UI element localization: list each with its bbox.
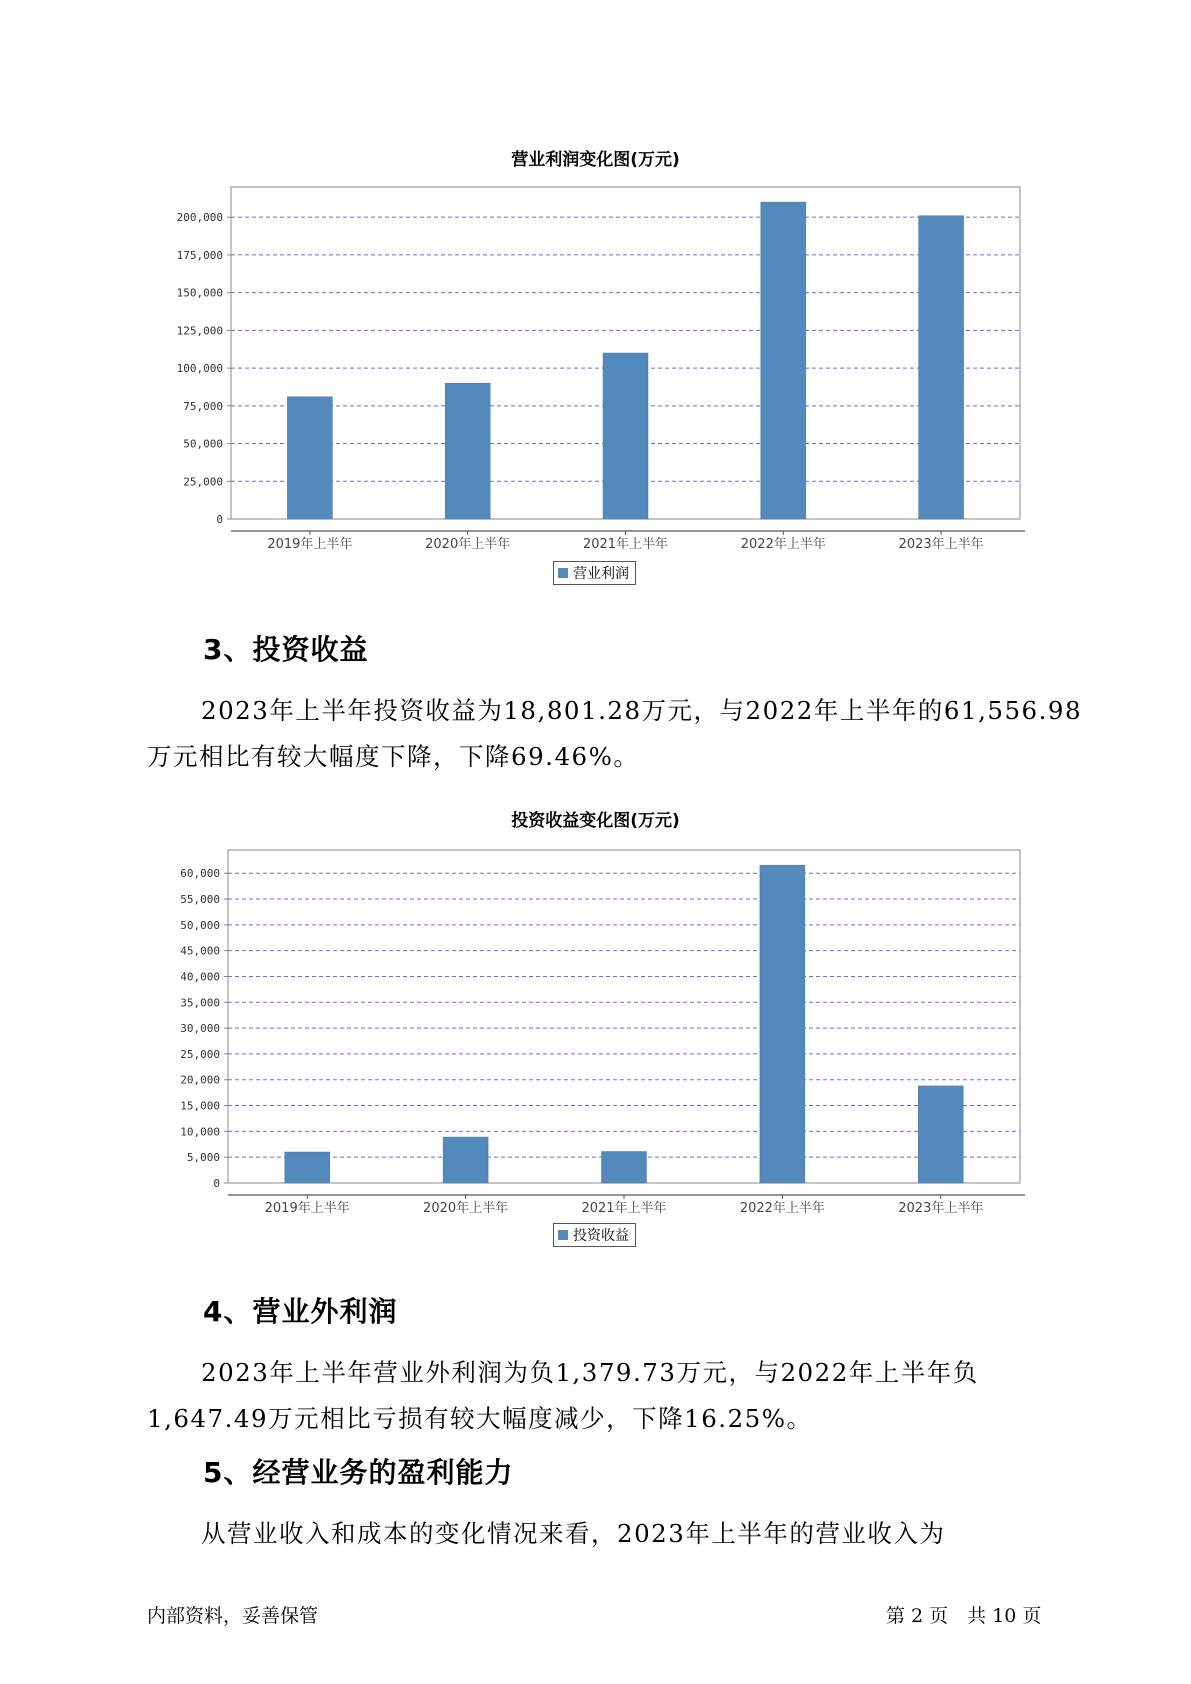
- x-tick-label: 2021年上半年: [581, 1201, 667, 1216]
- bar: [603, 353, 648, 519]
- y-tick-label: 15,000: [180, 1099, 220, 1113]
- legend-swatch: [558, 1230, 568, 1240]
- chart-title-investment-income: 投资收益变化图(万元): [511, 811, 680, 831]
- bar: [445, 383, 490, 519]
- paragraph-non-operating-line1: 2023年上半年营业外利润为负1,379.73万元，与2022年上半年负: [201, 1358, 979, 1387]
- x-tick-label: 2020年上半年: [423, 1201, 509, 1216]
- plot-frame: [228, 850, 1020, 1183]
- x-tick-label: 2023年上半年: [898, 537, 984, 552]
- paragraph-profitability-line1: 从营业收入和成本的变化情况来看，2023年上半年的营业收入为: [201, 1519, 946, 1548]
- y-tick-label: 150,000: [176, 286, 223, 300]
- heading-profitability: 5、经营业务的盈利能力: [203, 1456, 514, 1489]
- y-tick-label: 5,000: [186, 1151, 220, 1165]
- x-tick-label: 2023年上半年: [898, 1201, 984, 1216]
- bar: [602, 1152, 647, 1183]
- chart-operating-profit: [0, 160, 1191, 580]
- bar: [287, 397, 332, 519]
- heading-investment-income: 3、投资收益: [203, 633, 369, 666]
- y-tick-label: 75,000: [183, 399, 223, 413]
- y-tick-label: 125,000: [176, 324, 223, 338]
- y-tick-label: 100,000: [176, 362, 223, 376]
- x-tick-label: 2019年上半年: [264, 1201, 350, 1216]
- y-tick-label: 200,000: [176, 211, 223, 225]
- bar: [760, 865, 805, 1183]
- footer-confidential: 内部资料，妥善保管: [147, 1605, 319, 1627]
- legend-label: 投资收益: [573, 1228, 629, 1244]
- legend-label: 营业利润: [573, 566, 629, 582]
- chart-title-operating-profit: 营业利润变化图(万元): [511, 150, 680, 170]
- y-tick-label: 10,000: [180, 1125, 220, 1139]
- paragraph-investment-line1: 2023年上半年投资收益为18,801.28万元，与2022年上半年的61,556.98: [201, 696, 1083, 725]
- x-tick-label: 2019年上半年: [267, 537, 353, 552]
- y-tick-label: 20,000: [180, 1073, 220, 1087]
- y-tick-label: 0: [213, 1177, 220, 1190]
- y-tick-label: 25,000: [180, 1047, 220, 1061]
- y-tick-label: 40,000: [180, 970, 220, 984]
- footer-page-number: 第 2 页 共 10 页: [886, 1605, 1042, 1627]
- bar: [285, 1152, 330, 1183]
- heading-non-operating-profit: 4、营业外利润: [203, 1295, 398, 1328]
- y-tick-label: 30,000: [180, 1022, 220, 1036]
- x-tick-label: 2021年上半年: [582, 537, 669, 552]
- legend-swatch: [558, 568, 568, 578]
- y-tick-label: 60,000: [180, 867, 220, 881]
- y-tick-label: 50,000: [183, 437, 223, 451]
- y-tick-label: 55,000: [180, 893, 220, 907]
- bar: [443, 1137, 488, 1183]
- y-tick-label: 25,000: [183, 475, 223, 489]
- chart-legend-investment-income: [553, 1223, 636, 1247]
- y-tick-label: 45,000: [180, 944, 220, 958]
- paragraph-investment-line2: 万元相比有较大幅度下降，下降69.46%。: [147, 742, 640, 771]
- y-tick-label: 50,000: [180, 918, 220, 932]
- chart-legend-operating-profit: [553, 561, 636, 585]
- bar: [761, 202, 806, 519]
- chart-investment-income: [0, 820, 1191, 1240]
- y-tick-label: 35,000: [180, 996, 220, 1010]
- x-tick-label: 2022年上半年: [739, 1201, 825, 1216]
- x-tick-label: 2020年上半年: [425, 537, 511, 552]
- y-tick-label: 0: [216, 513, 223, 526]
- bar: [919, 216, 964, 519]
- x-tick-label: 2022年上半年: [740, 537, 826, 552]
- y-tick-label: 175,000: [176, 248, 223, 262]
- paragraph-non-operating-line2: 1,647.49万元相比亏损有较大幅度减少，下降16.25%。: [147, 1404, 813, 1433]
- bar: [918, 1086, 963, 1183]
